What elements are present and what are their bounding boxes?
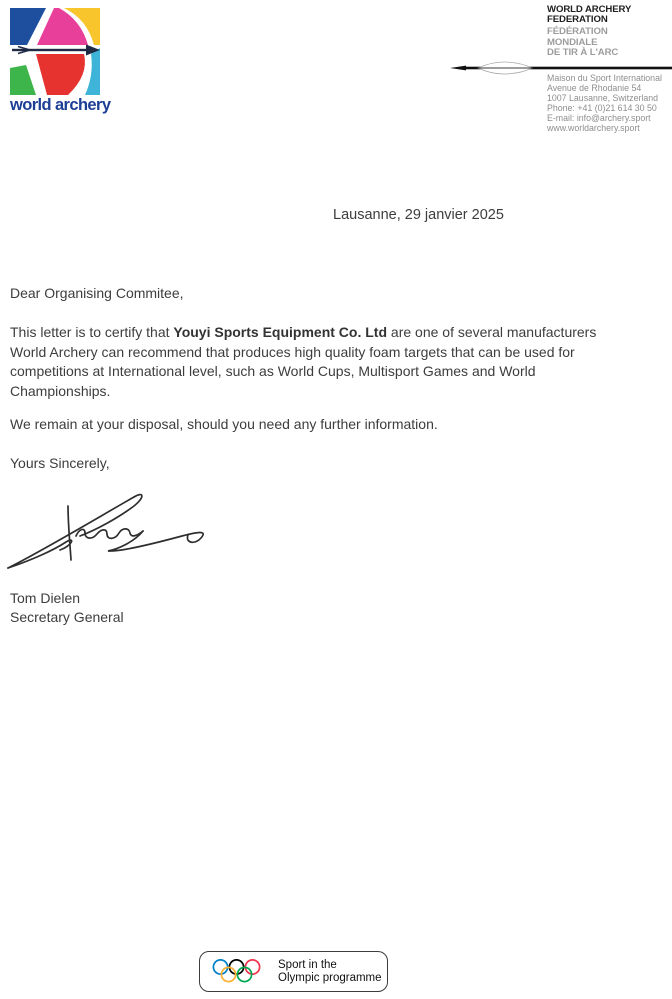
logo-wordmark: world archery <box>10 96 111 114</box>
world-archery-logo-icon <box>10 8 100 98</box>
signer-title: Secretary General <box>10 609 124 625</box>
address-line: E-mail: info@archery.sport <box>547 113 651 123</box>
signer-name: Tom Dielen <box>10 590 81 606</box>
address-line: www.worldarchery.sport <box>547 123 640 133</box>
federation-name-block <box>547 5 631 58</box>
olympic-rings-icon <box>209 955 267 988</box>
badge-caption-line: Sport in the <box>278 958 337 971</box>
line1-post: are one of several manufacturers <box>387 324 597 340</box>
body-paragraph-1 <box>10 323 602 401</box>
letter-date: Lausanne, 29 janvier 2025 <box>333 207 504 223</box>
world-archery-logo <box>10 8 111 120</box>
org-name-fr-line: MONDIALE <box>547 36 598 48</box>
address-line: Avenue de Rhodanie 54 <box>547 83 642 93</box>
org-name-line: FEDERATION <box>547 14 608 26</box>
paragraph-line: competitions at International level, such as World Cups, Multisport Games and World <box>10 363 536 379</box>
org-name-line: WORLD ARCHERY <box>547 4 632 15</box>
signature-image <box>4 486 216 574</box>
badge-caption <box>278 959 382 985</box>
body-paragraph-2: We remain at your disposal, should you need any further information. <box>10 416 438 432</box>
olympic-programme-badge <box>199 951 388 992</box>
closing: Yours Sincerely, <box>10 455 110 471</box>
address-line: Maison du Sport International <box>547 73 662 83</box>
logo-arrow-icon <box>12 45 100 56</box>
org-name-fr-line: FÉDÉRATION <box>547 26 608 38</box>
line1-pre: This letter is to certify that <box>10 324 174 340</box>
paragraph-line: World Archery can recommend that produces high quality foam targets that can be used for <box>10 343 575 360</box>
address-line: 1007 Lausanne, Switzerland <box>547 93 659 103</box>
badge-caption-line: Olympic programme <box>278 971 382 984</box>
federation-address <box>547 73 662 133</box>
salutation: Dear Organising Commitee, <box>10 285 184 301</box>
paragraph-line: Championships. <box>10 382 111 399</box>
org-name-fr-line: DE TIR À L'ARC <box>547 46 619 58</box>
address-line: Phone: +41 (0)21 614 30 50 <box>547 103 657 113</box>
paragraph-line <box>10 323 602 343</box>
company-name: Youyi Sports Equipment Co. Ltd <box>173 324 388 340</box>
